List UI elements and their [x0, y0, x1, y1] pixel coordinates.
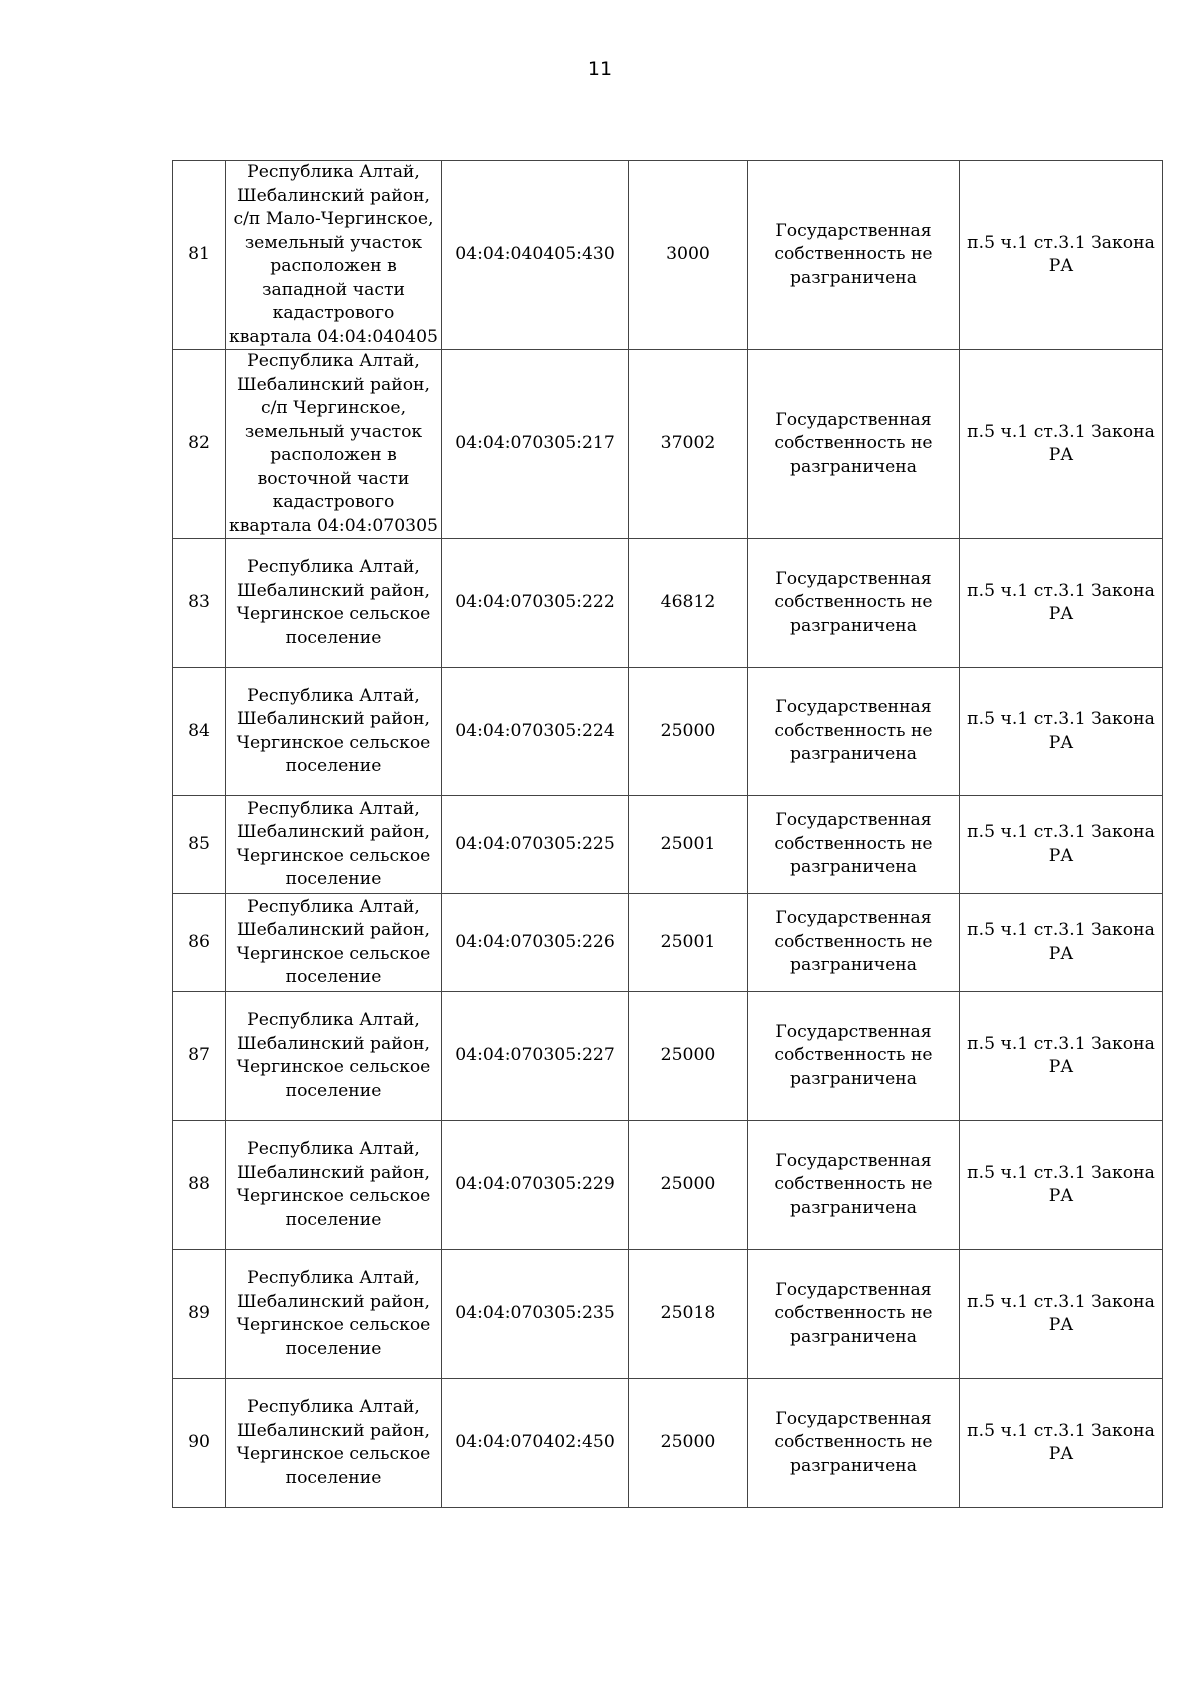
- ownership-cell: Государственная собственность не разграничена: [748, 894, 960, 992]
- address-cell: Республика Алтай, Шебалинский район, Чергинское сельское поселение: [226, 796, 442, 894]
- area-cell: 37002: [629, 350, 748, 539]
- row-number-cell: 86: [173, 894, 226, 992]
- legal-basis-cell: п.5 ч.1 ст.3.1 Закона РА: [960, 350, 1163, 539]
- ownership-cell: Государственная собственность не разграничена: [748, 668, 960, 796]
- row-number-cell: 83: [173, 539, 226, 668]
- ownership-cell: Государственная собственность не разграничена: [748, 1250, 960, 1379]
- row-number-cell: 84: [173, 668, 226, 796]
- ownership-cell: Государственная собственность не разграничена: [748, 161, 960, 350]
- table-row: [173, 668, 1163, 796]
- area-cell: 25000: [629, 992, 748, 1121]
- address-cell: Республика Алтай, Шебалинский район, Чергинское сельское поселение: [226, 668, 442, 796]
- cadastral-number-cell: 04:04:070305:222: [442, 539, 629, 668]
- area-cell: 25000: [629, 1379, 748, 1508]
- legal-basis-cell: п.5 ч.1 ст.3.1 Закона РА: [960, 796, 1163, 894]
- page-number: 11: [587, 58, 613, 80]
- area-cell: 25001: [629, 894, 748, 992]
- table-row: [173, 992, 1163, 1121]
- legal-basis-cell: п.5 ч.1 ст.3.1 Закона РА: [960, 161, 1163, 350]
- row-number-cell: 81: [173, 161, 226, 350]
- table-row: [173, 539, 1163, 668]
- table-row: [173, 796, 1163, 894]
- legal-basis-cell: п.5 ч.1 ст.3.1 Закона РА: [960, 1250, 1163, 1379]
- legal-basis-cell: п.5 ч.1 ст.3.1 Закона РА: [960, 1379, 1163, 1508]
- area-cell: 3000: [629, 161, 748, 350]
- table-row: [173, 350, 1163, 539]
- address-cell: Республика Алтай, Шебалинский район, с/п Мало-Чергинское, земельный участок расположен в западной части кадастрового квартала 04:04:040405: [226, 161, 442, 350]
- cadastral-number-cell: 04:04:070305:235: [442, 1250, 629, 1379]
- land-plots-table: [172, 160, 1163, 1508]
- area-cell: 46812: [629, 539, 748, 668]
- legal-basis-cell: п.5 ч.1 ст.3.1 Закона РА: [960, 1121, 1163, 1250]
- address-cell: Республика Алтай, Шебалинский район, с/п Чергинское, земельный участок расположен в восточной части кадастрового квартала 04:04:070305: [226, 350, 442, 539]
- address-cell: Республика Алтай, Шебалинский район, Чергинское сельское поселение: [226, 539, 442, 668]
- area-cell: 25000: [629, 1121, 748, 1250]
- row-number-cell: 87: [173, 992, 226, 1121]
- table-row: [173, 1250, 1163, 1379]
- cadastral-number-cell: 04:04:070305:226: [442, 894, 629, 992]
- address-cell: Республика Алтай, Шебалинский район, Чергинское сельское поселение: [226, 894, 442, 992]
- address-cell: Республика Алтай, Шебалинский район, Чергинское сельское поселение: [226, 1250, 442, 1379]
- table-row: [173, 161, 1163, 350]
- cadastral-number-cell: 04:04:070305:225: [442, 796, 629, 894]
- legal-basis-cell: п.5 ч.1 ст.3.1 Закона РА: [960, 992, 1163, 1121]
- ownership-cell: Государственная собственность не разграничена: [748, 1121, 960, 1250]
- cadastral-number-cell: 04:04:070305:224: [442, 668, 629, 796]
- ownership-cell: Государственная собственность не разграничена: [748, 1379, 960, 1508]
- area-cell: 25000: [629, 668, 748, 796]
- address-cell: Республика Алтай, Шебалинский район, Чергинское сельское поселение: [226, 1121, 442, 1250]
- cadastral-number-cell: 04:04:070305:229: [442, 1121, 629, 1250]
- area-cell: 25001: [629, 796, 748, 894]
- table-row: [173, 1379, 1163, 1508]
- row-number-cell: 90: [173, 1379, 226, 1508]
- row-number-cell: 82: [173, 350, 226, 539]
- table-row: [173, 894, 1163, 992]
- ownership-cell: Государственная собственность не разграничена: [748, 992, 960, 1121]
- area-cell: 25018: [629, 1250, 748, 1379]
- row-number-cell: 88: [173, 1121, 226, 1250]
- cadastral-number-cell: 04:04:070305:217: [442, 350, 629, 539]
- address-cell: Республика Алтай, Шебалинский район, Чергинское сельское поселение: [226, 992, 442, 1121]
- row-number-cell: 89: [173, 1250, 226, 1379]
- legal-basis-cell: п.5 ч.1 ст.3.1 Закона РА: [960, 668, 1163, 796]
- table-row: [173, 1121, 1163, 1250]
- ownership-cell: Государственная собственность не разграничена: [748, 796, 960, 894]
- ownership-cell: Государственная собственность не разграничена: [748, 539, 960, 668]
- cadastral-number-cell: 04:04:070305:227: [442, 992, 629, 1121]
- legal-basis-cell: п.5 ч.1 ст.3.1 Закона РА: [960, 539, 1163, 668]
- cadastral-number-cell: 04:04:070402:450: [442, 1379, 629, 1508]
- ownership-cell: Государственная собственность не разграничена: [748, 350, 960, 539]
- row-number-cell: 85: [173, 796, 226, 894]
- address-cell: Республика Алтай, Шебалинский район, Чергинское сельское поселение: [226, 1379, 442, 1508]
- legal-basis-cell: п.5 ч.1 ст.3.1 Закона РА: [960, 894, 1163, 992]
- cadastral-number-cell: 04:04:040405:430: [442, 161, 629, 350]
